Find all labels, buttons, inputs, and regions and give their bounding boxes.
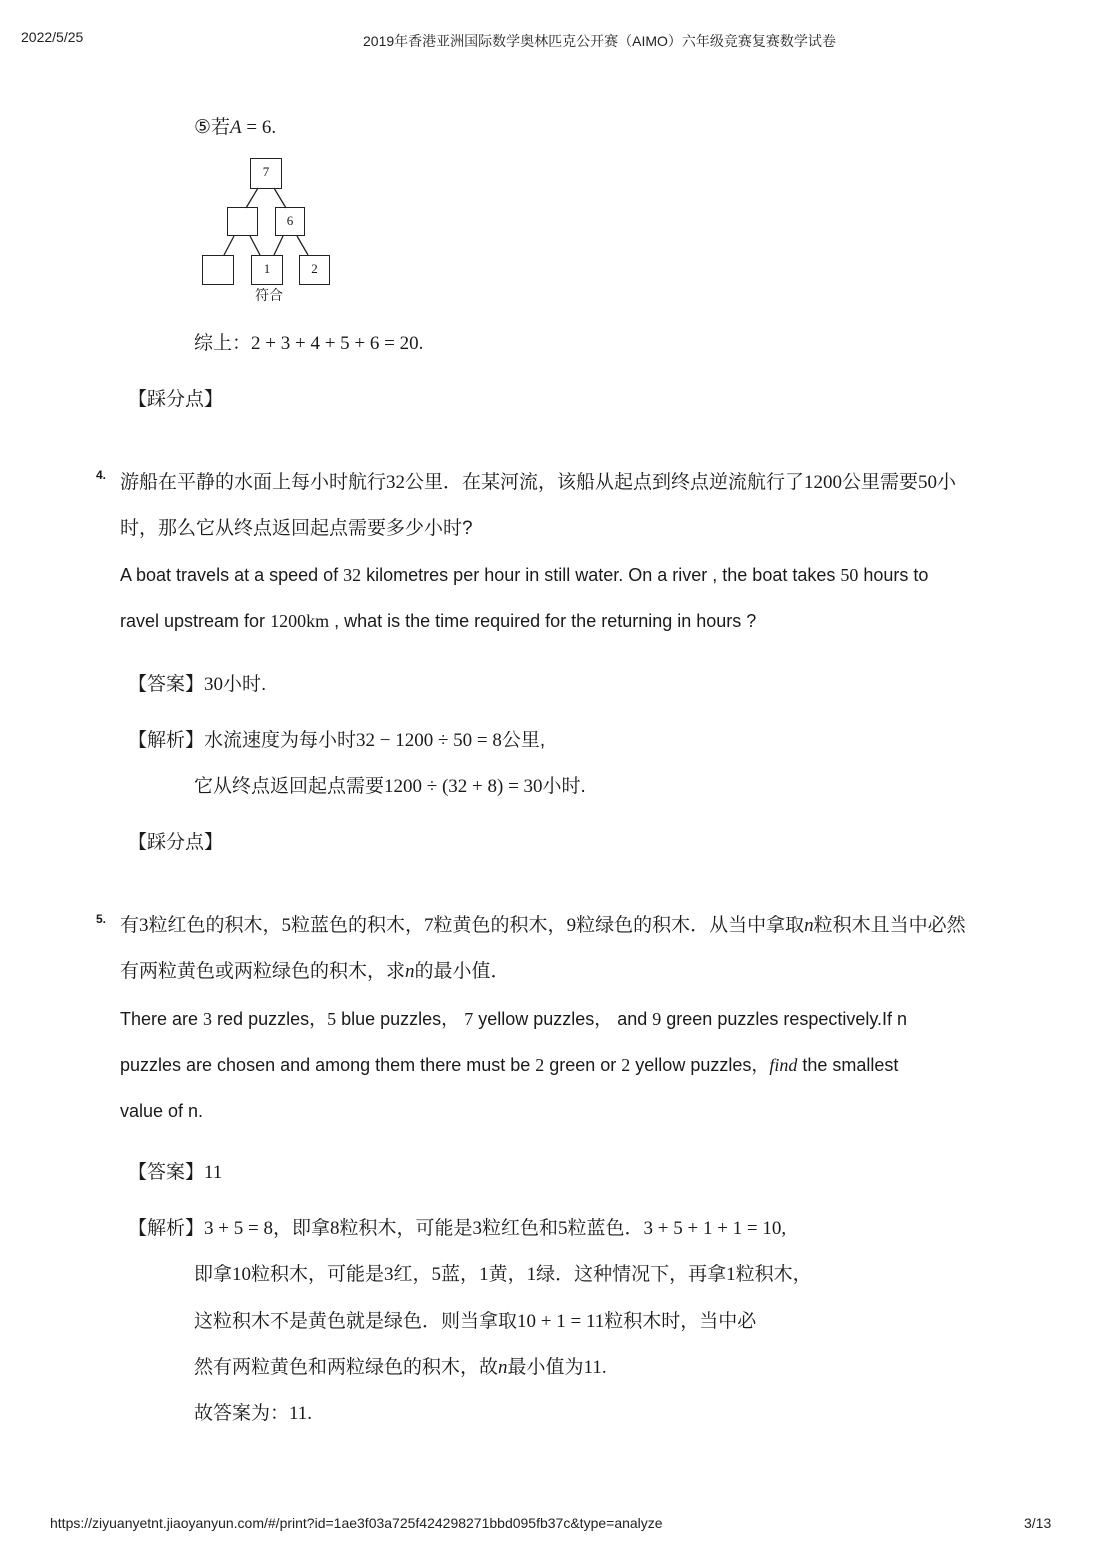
q5-analysis-num: 3 (384, 1264, 394, 1285)
q5-analysis-line2 (194, 1263, 812, 1287)
q5-en-text: yellow puzzles， (630, 1055, 770, 1075)
q4-zh-num: 32 (386, 472, 406, 493)
q5-zh-text: 粒绿色的积木．从当中拿取 (576, 915, 805, 936)
q5-analysis-num: 5 (431, 1264, 442, 1285)
q5-en-var: find (769, 1055, 798, 1075)
q5-zh-text: 有两粒黄色或两粒绿色的积木，求 (120, 961, 406, 982)
q5-analysis-num: 5 (558, 1218, 568, 1239)
q5-en-num: 5 (327, 1009, 337, 1029)
tree-node-top: 7 (250, 158, 282, 189)
tree-node-mid-right: 6 (275, 207, 305, 236)
q5-answer-label: 【答案】 (128, 1162, 205, 1183)
summary-label: 综上： (194, 333, 252, 354)
q5-analysis-num: 3 (472, 1218, 482, 1239)
q5-en-num: 9 (652, 1009, 662, 1029)
q5-zh-text: 粒蓝色的积木， (291, 915, 425, 936)
q4-zh-text: 游船在平静的水面上每小时航行 (120, 472, 387, 493)
q5-en-num: 2 (535, 1055, 545, 1075)
q4-analysis-line2 (194, 775, 586, 799)
q5-analysis-math: 3 + 5 + 1 + 1 = 10, (643, 1218, 787, 1239)
q4-en-text: hours to (858, 565, 929, 585)
q5-en-text: There are (120, 1009, 204, 1029)
q5-analysis-text: ，即拿 (272, 1218, 330, 1239)
q4-answer (128, 673, 266, 697)
q4-analysis-text: 水流速度为每小时 (204, 730, 357, 751)
q4-zh-text: 公里．在某河流，该船从起点到终点逆流航行了 (405, 472, 805, 493)
q5-en-num: 3 (203, 1009, 213, 1029)
q5-zh-text: 粒积木且当中必然 (813, 915, 966, 936)
q5-analysis-text: 粒积木时，当中必 (604, 1311, 757, 1332)
q5-analysis-line3 (194, 1310, 756, 1334)
case-5-line (194, 116, 276, 140)
summary-line (194, 332, 423, 356)
q4-zh-text: 小 (937, 472, 957, 493)
q5-en-text: green or (544, 1055, 622, 1075)
q5-analysis-math: 10 + 1 = 11 (517, 1311, 605, 1332)
case-5-var: A (230, 117, 242, 138)
q4-answer-num: 30 (204, 674, 224, 695)
q4-zh-text: 公里需要 (842, 472, 919, 493)
q4-en-line1 (120, 563, 928, 587)
q5-answer-num: 11 (204, 1162, 223, 1183)
q5-analysis-line4 (194, 1356, 607, 1380)
q4-en-line2 (120, 609, 756, 633)
q4-en-num: 50 (840, 565, 859, 585)
q5-en-text: yellow puzzles， and (473, 1009, 653, 1029)
q5-number: 5. (96, 912, 107, 926)
q5-analysis-text: 粒积木，可能是 (339, 1218, 473, 1239)
q5-analysis-math: 3 + 5 = 8 (204, 1218, 273, 1239)
q4-number: 4. (96, 468, 107, 482)
tree-node-bot-mid: 1 (251, 255, 283, 285)
q5-zh-num: 7 (424, 915, 434, 936)
q5-en-text: the smallest (797, 1055, 899, 1075)
number-tree-diagram (200, 156, 340, 306)
q5-zh-line1 (120, 914, 966, 938)
q5-zh-text: 有 (120, 915, 140, 936)
tree-node-bot-right: 2 (299, 255, 330, 285)
q5-analysis-num: 1 (526, 1264, 537, 1285)
q5-analysis-num: 11. (583, 1357, 607, 1378)
q5-en-num: 2 (621, 1055, 631, 1075)
q5-en-text: puzzles are chosen and among them there must be (120, 1055, 536, 1075)
q4-en-text: kilometres per hour in still water. On a river , the boat takes (361, 565, 841, 585)
q5-analysis-text: 红， (393, 1264, 432, 1285)
q5-analysis-text: 这粒积木不是黄色就是绿色．则当拿取 (194, 1311, 518, 1332)
q5-analysis-num: 1 (726, 1264, 736, 1285)
q5-zh-text: 粒红色的积木， (148, 915, 282, 936)
q5-analysis-text: 故答案为： (194, 1403, 290, 1424)
q5-zh-num: 9 (566, 915, 577, 936)
q4-en-num: 1200km (270, 611, 330, 631)
q5-zh-num: 5 (281, 915, 292, 936)
q5-en-text: green puzzles respectively.If n (661, 1009, 908, 1029)
q4-zh-num: 50 (918, 472, 938, 493)
print-date: 2022/5/25 (21, 29, 84, 45)
q5-answer (128, 1161, 222, 1185)
q5-analysis-text: 粒积木，可能是 (251, 1264, 385, 1285)
q4-zh-line2: 时，那么它从终点返回起点需要多少小时? (120, 518, 473, 539)
q4-analysis-text: 公里, (501, 730, 546, 751)
q4-analysis-math: 1200 ÷ (32 + 8) = 30 (384, 776, 543, 797)
q4-en-text: , what is the time required for the returning in hours ? (329, 611, 757, 631)
q5-analysis-line5 (194, 1402, 312, 1426)
q4-answer-label: 【答案】 (128, 674, 205, 695)
q4-analysis-line1 (128, 729, 545, 753)
summary-math: 2 + 3 + 4 + 5 + 6 = 20. (251, 333, 424, 354)
q5-en-line2 (120, 1053, 898, 1077)
tree-note: 符合 (255, 287, 283, 303)
q4-zh-line1 (120, 471, 956, 495)
q5-analysis-num: 11. (289, 1403, 313, 1424)
q5-zh-var: n (405, 961, 415, 982)
q4-score-label: 【踩分点】 (128, 832, 224, 853)
q4-en-num: 32 (343, 565, 362, 585)
q5-analysis-text: 最小值为 (507, 1357, 584, 1378)
footer-url: https://ziyuanyetnt.jiaoyanyun.com/#/print?id=1ae3f03a725f424298271bbd095fb37c&type=analyze (50, 1515, 663, 1531)
q5-analysis-text: 然有两粒黄色和两粒绿色的积木，故 (194, 1357, 499, 1378)
q5-en-text: blue puzzles， (336, 1009, 465, 1029)
q5-analysis-text: 粒蓝色． (567, 1218, 644, 1239)
q5-zh-var: n (804, 915, 814, 936)
q5-analysis-num: 1 (479, 1264, 489, 1285)
q5-zh-text: 粒黄色的积木， (433, 915, 567, 936)
q5-analysis-var: n (498, 1357, 508, 1378)
q5-analysis-text: 粒积木， (735, 1264, 812, 1285)
page-title: 2019年香港亚洲国际数学奥林匹克公开赛（AIMO）六年级竞赛复赛数学试卷 (363, 33, 836, 49)
case-5-prefix: ⑤若 (194, 117, 231, 138)
q5-analysis-line1 (128, 1217, 786, 1241)
q5-zh-num: 3 (139, 915, 149, 936)
q5-analysis-num: 8 (329, 1218, 340, 1239)
q5-zh-text: 的最小值． (414, 961, 510, 982)
tree-node-bot-left (202, 255, 234, 285)
q4-analysis-text: 它从终点返回起点需要 (194, 776, 385, 797)
q4-answer-unit: 小时. (223, 674, 267, 695)
q5-en-num: 7 (464, 1009, 474, 1029)
q5-analysis-num: 10 (232, 1264, 252, 1285)
q5-en-text: red puzzles， (212, 1009, 328, 1029)
prev-score-label: 【踩分点】 (128, 389, 224, 410)
q5-analysis-text: 即拿 (194, 1264, 233, 1285)
q4-analysis-label: 【解析】 (128, 730, 205, 751)
q4-analysis-math: 32 − 1200 ÷ 50 = 8 (356, 730, 502, 751)
q5-analysis-text: 蓝， (441, 1264, 480, 1285)
case-5-rest: = 6. (241, 117, 277, 138)
q5-en-line3: value of n. (120, 1101, 204, 1121)
q4-zh-num: 1200 (804, 472, 843, 493)
q5-analysis-text: 黄， (488, 1264, 527, 1285)
q5-zh-line2 (120, 960, 510, 984)
tree-node-mid-left (227, 207, 258, 236)
q5-analysis-label: 【解析】 (128, 1218, 205, 1239)
q4-en-text: ravel upstream for (120, 611, 271, 631)
q5-analysis-text: 绿．这种情况下，再拿 (536, 1264, 727, 1285)
page-number: 3/13 (1024, 1515, 1052, 1531)
q4-en-text: A boat travels at a speed of (120, 565, 344, 585)
q4-analysis-text: 小时. (542, 776, 586, 797)
q5-analysis-text: 粒红色和 (481, 1218, 558, 1239)
q5-en-line1 (120, 1007, 907, 1031)
